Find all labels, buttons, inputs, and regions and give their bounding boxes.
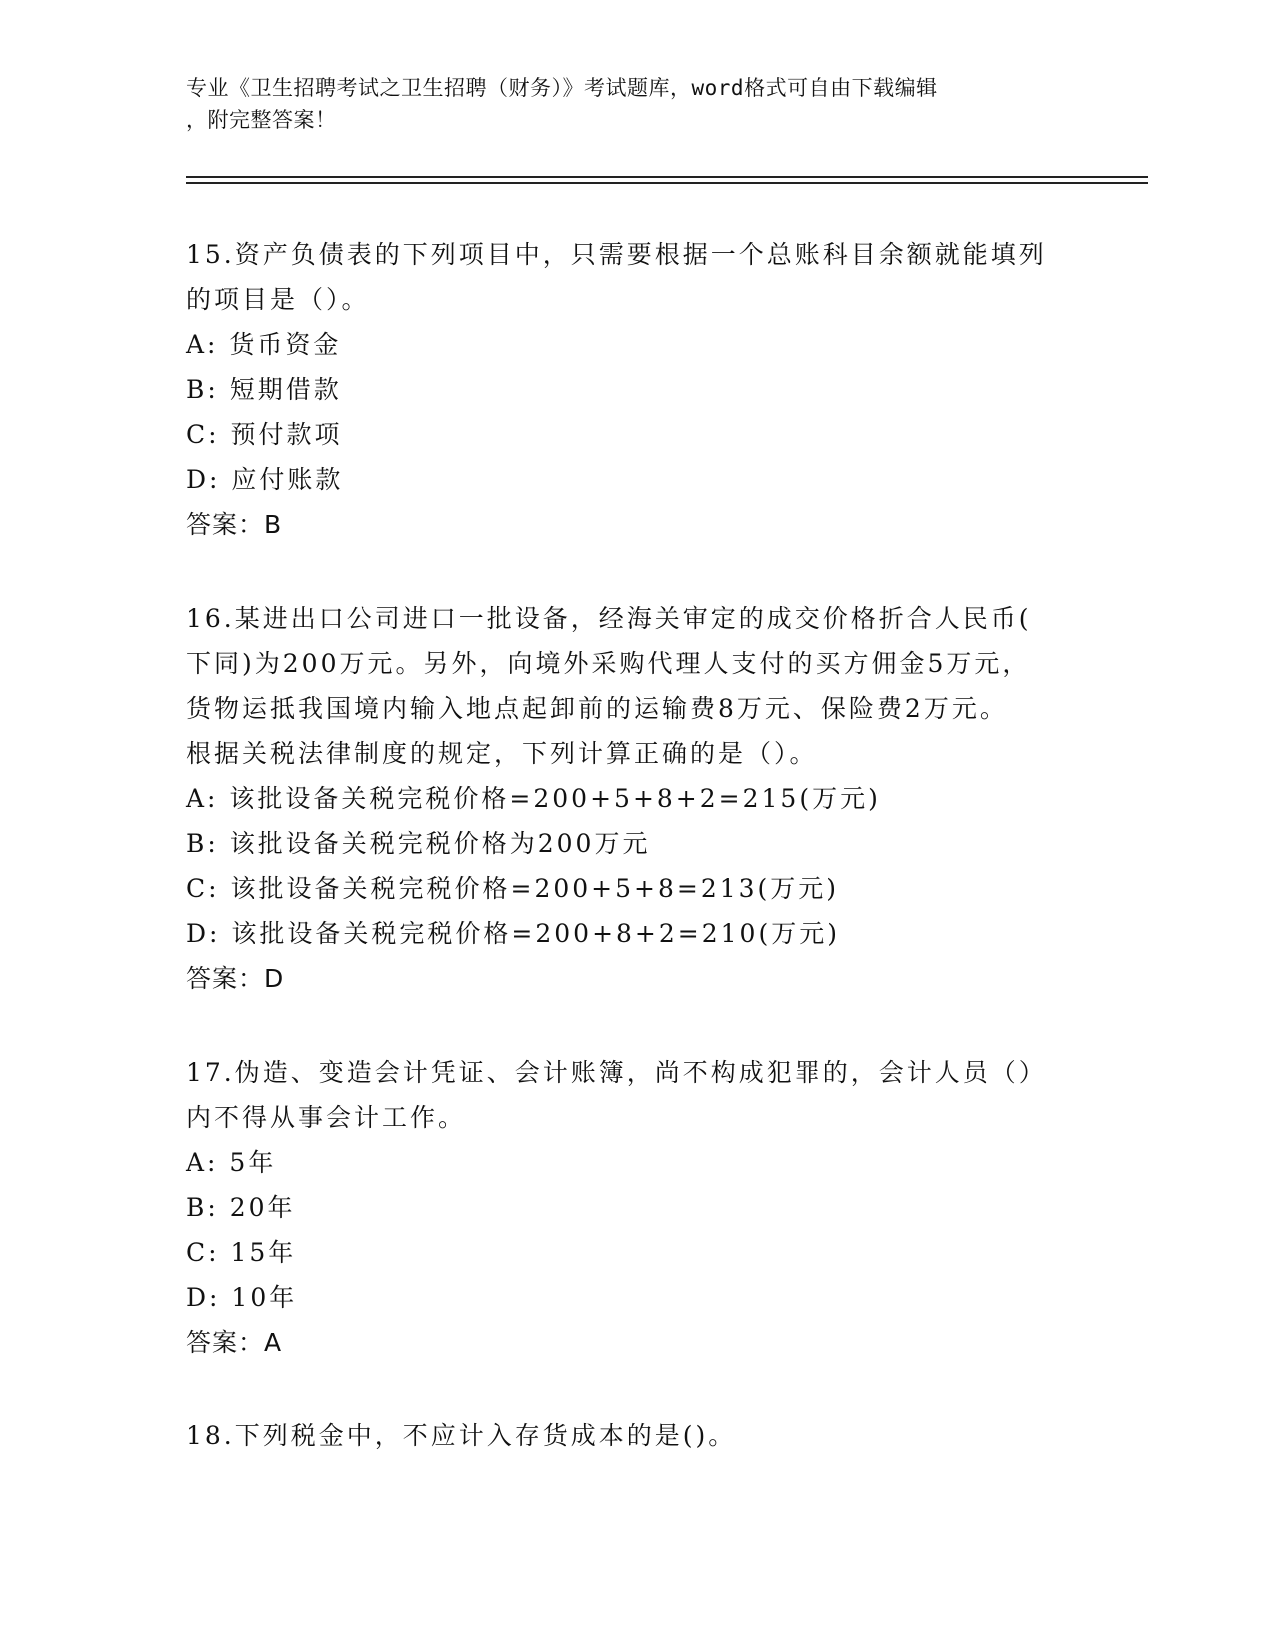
question-stem-line: 的项目是（）。: [186, 285, 370, 314]
question-stem-line: 16.某进出口公司进口一批设备，经海关审定的成交价格折合人民币(: [186, 604, 1032, 633]
option-d: D: 应付账款: [186, 465, 344, 494]
question-stem-line: 货物运抵我国境内输入地点起卸前的运输费8万元、保险费2万元。: [186, 694, 1008, 723]
option-b: B: 该批设备关税完税价格为200万元: [186, 829, 651, 858]
header-line-2: ，附完整答案！: [186, 108, 337, 132]
answer: 答案：B: [186, 510, 283, 539]
header-line-1: 专业《卫生招聘考试之卫生招聘（财务）》考试题库，word格式可自由下载编辑: [186, 76, 938, 100]
header-note: [186, 72, 1066, 136]
question-stem-line: 内不得从事会计工作。: [186, 1103, 467, 1132]
option-b: B: 20年: [186, 1193, 296, 1222]
option-c: C: 15年: [186, 1238, 297, 1267]
question-stem-line: 下同)为200万元。另外，向境外采购代理人支付的买方佣金5万元，: [186, 649, 1031, 678]
question-18: [186, 1413, 1066, 1458]
question-stem-line: 17.伪造、变造会计凭证、会计账簿，尚不构成犯罪的，会计人员（）: [186, 1058, 1047, 1087]
option-d: D: 该批设备关税完税价格=200+8+2=210(万元): [186, 919, 840, 948]
answer: 答案：D: [186, 964, 285, 993]
question-stem-line: 18.下列税金中，不应计入存货成本的是()。: [186, 1421, 737, 1450]
option-a: A: 货币资金: [186, 330, 342, 359]
option-b: B: 短期借款: [186, 375, 342, 404]
answer: 答案：A: [186, 1328, 283, 1357]
option-a: A: 5年: [186, 1148, 277, 1177]
option-a: A: 该批设备关税完税价格=200+5+8+2=215(万元): [186, 784, 881, 813]
question-16: [186, 596, 1066, 1001]
header-divider-top: [186, 176, 1148, 178]
question-17: [186, 1050, 1066, 1365]
question-stem-line: 15.资产负债表的下列项目中，只需要根据一个总账科目余额就能填列: [186, 240, 1047, 269]
option-d: D: 10年: [186, 1283, 298, 1312]
header-divider-bottom: [186, 182, 1148, 184]
question-stem-line: 根据关税法律制度的规定，下列计算正确的是（）。: [186, 739, 818, 768]
option-c: C: 该批设备关税完税价格=200+5+8=213(万元): [186, 874, 840, 903]
question-15: [186, 232, 1066, 547]
option-c: C: 预付款项: [186, 420, 343, 449]
